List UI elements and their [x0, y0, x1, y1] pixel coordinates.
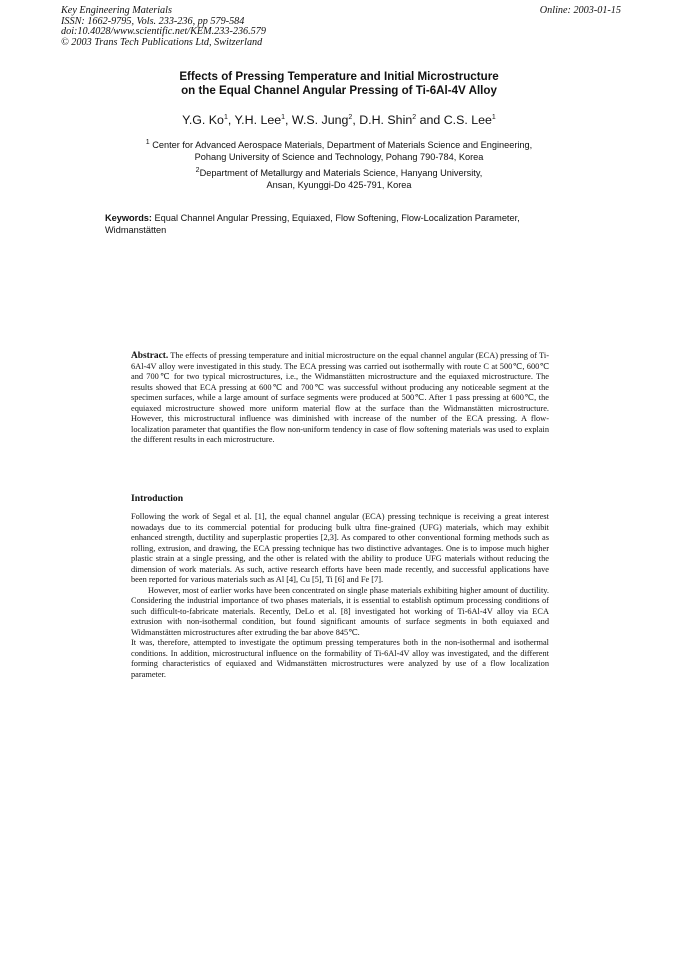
paragraph: However, most of earlier works have been concentrated on single phase materials exhibiting higher amount of ductility. Considering the industrial importance of two phases materials, it is essential to establish optimum processing conditions of such difficult-to-fabricate materials. Recently, DeLo et al. [8] investigated hot working of Ti-6Al-4V alloy via ECA extrusion with non-isothermal condition, but found significant amounts of surface segments in both equiaxed and Widmanstätten microstructures after extruding the bar above 845℃. [131, 585, 549, 637]
paragraph: It was, therefore, attempted to investigate the optimum pressing temperatures both in the non-isothermal and isothermal conditions. In addition, microstructural influence on the formability of Ti-6Al-4V alloy was investigated, and the different forming characteristics of equiaxed and Widmanstätten microstructures were analyzed by use of a flow localization parameter. [131, 638, 549, 679]
keywords-text: Equal Channel Angular Pressing, Equiaxed, Flow Softening, Flow-Localization Parameter, Widmanstätten [105, 213, 520, 235]
affiliation-line: Pohang University of Science and Technology, Pohang 790-784, Korea [194, 152, 484, 163]
copyright-line: © 2003 Trans Tech Publications Ltd, Switzerland [61, 36, 263, 48]
title-line-2: on the Equal Channel Angular Pressing of Ti-6Al-4V Alloy [181, 84, 497, 97]
paper-title [0, 70, 678, 98]
affiliation-line: Department of Metallurgy and Materials Science, Hanyang University, [199, 168, 483, 179]
issn-line: ISSN: 1662-9795, Vols. 233-236, pp 579-584 [61, 15, 245, 27]
journal-name: Key Engineering Materials [61, 5, 172, 16]
affiliation-line: Ansan, Kyunggi-Do 425-791, Korea [266, 180, 412, 191]
author-name: and C.S. Lee [416, 113, 492, 127]
paragraph: Following the work of Segal et al. [1], the equal channel angular (ECA) pressing technique is receiving a great interest nowadays due to its commercial potential for producing bulk ultra fine-grained (UFG) materials, which may exhibit enhanced strength, ductility and superplastic properties [2,3]. As compared to other conventional forming methods such as rolling, extrusion, and drawing, the ECA pressing technique has two distinctive advantages. One is to impose much higher plastic strain at a single pressing, and the other is related with the ability to produce UFG materials without reducing the dimension of work materials. As such, active research efforts have been made recently, and successful applications have been reported for various materials such as Al [4], Cu [5], Ti [6] and Fe [7]. [131, 512, 549, 584]
doi-line: doi:10.4028/www.scientific.net/KEM.233-236.579 [61, 26, 266, 38]
author-affiliation-mark: 1 [281, 113, 286, 121]
author-name: , D.H. Shin [352, 113, 413, 127]
keywords [105, 212, 555, 236]
affiliation-mark: 1 [145, 139, 150, 146]
abstract-label: Abstract. [131, 351, 169, 361]
journal-header [61, 6, 621, 48]
abstract [131, 351, 549, 446]
affiliation-mark: 2 [195, 167, 200, 174]
author-affiliation-mark: 2 [412, 113, 417, 121]
author-name: , W.S. Jung [285, 113, 349, 127]
author-name: , Y.H. Lee [227, 113, 282, 127]
author-name: Y.G. Ko [182, 113, 224, 127]
author-affiliation-mark: 1 [491, 113, 496, 121]
title-line-1: Effects of Pressing Temperature and Initial Microstructure [179, 70, 499, 83]
introduction-heading: Introduction [131, 493, 184, 504]
affiliation-line: Center for Advanced Aerospace Materials, Department of Materials Science and Engineering, [152, 140, 533, 151]
keywords-label: Keywords: [105, 213, 152, 223]
online-date: Online: 2003-01-15 [539, 5, 621, 16]
introduction-body [131, 512, 549, 680]
affiliation-2 [0, 165, 678, 191]
abstract-text: The effects of pressing temperature and initial microstructure on the equal channel angular (ECA) pressing of Ti-6Al-4V alloy were investigated in this study. The ECA pressing was carried out isothermally with route C at 500℃, 600℃ and 700℃ for two typical microstructures, i.e., the Widmanstätten microstructure and the equiaxed microstructure. The results showed that ECA pressing at 600℃ and 700℃ was successful without producing any noticeable segment at the specimen surfaces, while a large amount of surface segments were produced at 500℃. After 1 pass pressing at 600℃, the equiaxed microstructure showed more uniform material flow at the surface than the Widmanstätten microstructure. However, this microstructural influence was diminished with increase of the number of the ECA pressing. A flow-localization parameter that quantifies the flow non-uniform tendency in case of flow softening materials was used to explain the different results in each microstructure. [131, 351, 549, 444]
affiliation-1 [0, 137, 678, 163]
author-affiliation-mark: 1 [223, 113, 228, 121]
author-affiliation-mark: 2 [348, 113, 353, 121]
author-list [0, 113, 678, 127]
